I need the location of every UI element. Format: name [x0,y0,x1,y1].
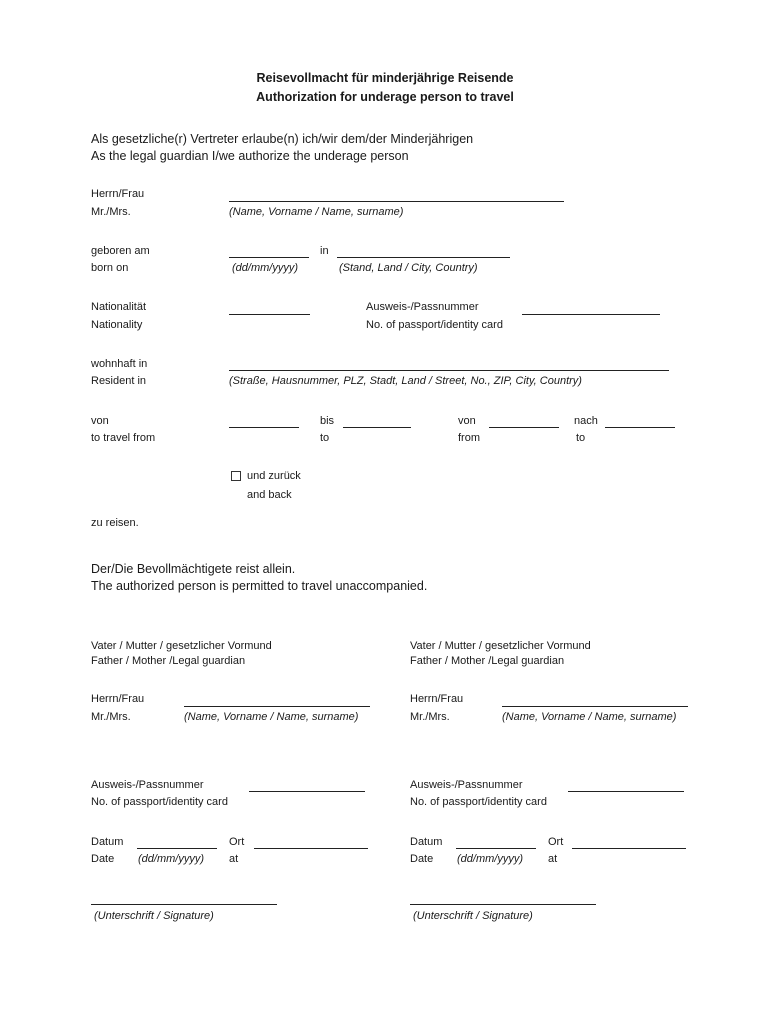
guardian2-name-label-de: Herrn/Frau [410,693,464,705]
birth-date-hint: (dd/mm/yyyy) [232,262,298,274]
return-checkbox[interactable] [231,471,241,481]
travel-closing: zu reisen. [91,517,139,529]
guardian1-signature-label: (Unterschrift / Signature) [94,910,214,922]
guardian2-name-label-en: Mr./Mrs. [410,711,450,723]
guardian1-date-label-de: Datum [91,836,124,848]
nationality-label-en: Nationality [91,319,143,331]
alone-english: The authorized person is permitted to travel unaccompanied. [91,579,428,593]
guardian1-place-label-de: Ort [229,836,245,848]
nationality-label-de: Nationalität [91,301,147,313]
travel-nach-field[interactable] [605,427,675,428]
guardian1-date-field[interactable] [137,848,217,849]
guardian2-name-field[interactable] [502,706,688,707]
birth-label-en: born on [91,262,129,274]
guardian1-heading-en: Father / Mother /Legal guardian [91,655,246,667]
guardian1-passport-field[interactable] [249,791,365,792]
guardian1-place-field[interactable] [254,848,368,849]
travel-von-field[interactable] [489,427,559,428]
title-german: Reisevollmacht für minderjährige Reisende [256,71,514,85]
nationality-field[interactable] [229,314,310,315]
guardian2-place-label-en: at [548,853,558,865]
travel-from-field[interactable] [229,427,299,428]
intro-german: Als gesetzliche(r) Vertreter erlaube(n) ich/wir dem/der Minderjährigen [91,132,474,146]
guardian1-name-label-en: Mr./Mrs. [91,711,131,723]
guardian2-passport-label-de: Ausweis-/Passnummer [410,779,523,791]
travel-nach-label-de: nach [574,415,598,427]
birth-date-field[interactable] [229,257,309,258]
intro-english: As the legal guardian I/we authorize the underage person [91,149,409,163]
return-label-de: und zurück [247,470,301,482]
guardian1-name-label-de: Herrn/Frau [91,693,145,705]
guardian1-heading-de: Vater / Mutter / gesetzlicher Vormund [91,640,272,652]
guardian2-signature-label: (Unterschrift / Signature) [413,910,533,922]
travel-from-label-en: to travel from [91,432,156,444]
name-hint: (Name, Vorname / Name, surname) [229,206,404,218]
travel-bis-field[interactable] [343,427,411,428]
title-english: Authorization for underage person to travel [256,90,514,104]
guardian2-signature-field[interactable] [410,904,596,905]
name-label-en: Mr./Mrs. [91,206,131,218]
birth-place-hint: (Stand, Land / City, Country) [339,262,478,274]
guardian2-date-field[interactable] [456,848,536,849]
birth-in-label: in [320,245,329,257]
residence-field[interactable] [229,370,669,371]
passport-label-en: No. of passport/identity card [366,319,503,331]
guardian1-passport-label-de: Ausweis-/Passnummer [91,779,204,791]
guardian2-date-label-de: Datum [410,836,443,848]
passport-field[interactable] [522,314,660,315]
guardian1-date-hint: (dd/mm/yyyy) [138,853,204,865]
guardian1-place-label-en: at [229,853,239,865]
guardian2-date-hint: (dd/mm/yyyy) [457,853,523,865]
guardian2-place-field[interactable] [572,848,686,849]
guardian2-name-hint: (Name, Vorname / Name, surname) [502,711,677,723]
guardian1-name-field[interactable] [184,706,370,707]
guardian2-passport-label-en: No. of passport/identity card [410,796,547,808]
travel-von-label-en: from [458,432,480,444]
guardian1-signature-field[interactable] [91,904,277,905]
birth-label-de: geboren am [91,245,150,257]
alone-german: Der/Die Bevollmächtigete reist allein. [91,562,296,576]
birth-place-field[interactable] [337,257,510,258]
travel-nach-label-en: to [576,432,586,444]
guardian2-place-label-de: Ort [548,836,564,848]
guardian2-heading-en: Father / Mother /Legal guardian [410,655,565,667]
travel-bis-label-de: bis [320,415,335,427]
name-field[interactable] [229,201,564,202]
travel-from-label-de: von [91,415,109,427]
guardian1-name-hint: (Name, Vorname / Name, surname) [184,711,359,723]
residence-label-en: Resident in [91,375,147,387]
guardian2-heading-de: Vater / Mutter / gesetzlicher Vormund [410,640,591,652]
return-label-en: and back [247,489,292,501]
name-label-de: Herrn/Frau [91,188,145,200]
guardian1-date-label-en: Date [91,853,115,865]
guardian2-passport-field[interactable] [568,791,684,792]
guardian2-date-label-en: Date [410,853,434,865]
guardian1-passport-label-en: No. of passport/identity card [91,796,228,808]
residence-hint: (Straße, Hausnummer, PLZ, Stadt, Land / Street, No., ZIP, City, Country) [229,375,582,387]
travel-von-label-de: von [458,415,476,427]
passport-label-de: Ausweis-/Passnummer [366,301,479,313]
travel-bis-label-en: to [320,432,330,444]
residence-label-de: wohnhaft in [91,358,148,370]
